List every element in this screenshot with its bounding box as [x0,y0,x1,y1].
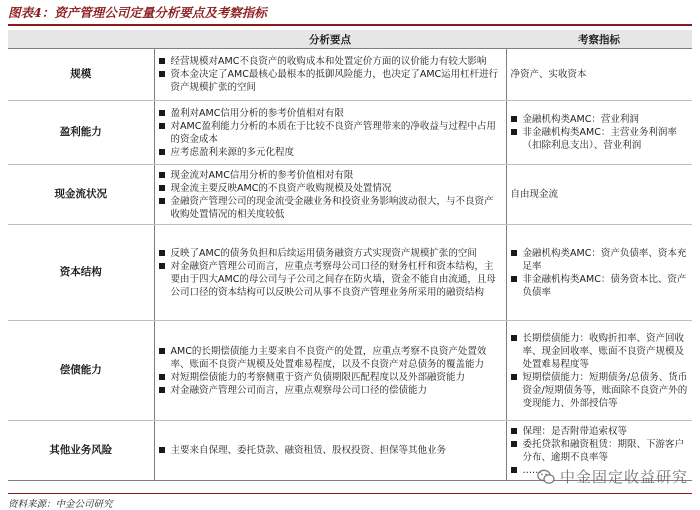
indicator-point: …… [511,464,689,477]
analysis-point: 对金融资产管理公司而言，应重点考察母公司口径的财务杠杆和资本结构，主要由于四大AMC的母公司与子公司之间存在防火墙，资金不能自由流通，且母公司口径的资本结构可以反映公司从事不良资产管理业务所采用的融资结构 [159,260,502,299]
row-indicators [506,321,692,421]
row-analysis [154,225,506,321]
row-dimension: 盈利能力 [8,101,154,165]
row-indicators: 净资产、实收资本 [506,49,692,101]
table-row [8,49,692,101]
analysis-point: 反映了AMC的债务负担和后续运用债务融资方式实现资产规模扩张的空间 [159,247,502,260]
watermark-text: 中金固定收益研究 [559,468,688,486]
analysis-point: 对短期偿债能力的考察侧重于资产负债期限匹配程度以及外部融资能力 [159,371,502,384]
analysis-point: 应考虑盈利来源的多元化程度 [159,146,502,159]
analysis-point: 经营规模对AMC不良资产的收购成本和处置定价方面的议价能力有较大影响 [159,55,502,68]
indicator-point: 金融机构类AMC：资产负债率、资本充足率 [511,247,689,273]
table-row [8,101,692,165]
analysis-point: 现金流主要反映AMC的不良资产收购规模及处置情况 [159,182,502,195]
row-analysis [154,421,506,481]
analysis-point: AMC的长期偿债能力主要来自不良资产的处置，应重点考察不良资产处置效率、账面不良资产规模及处置难易程度，以及不良资产对总债务的覆盖能力 [159,345,502,371]
analysis-table [8,30,692,481]
analysis-point: 资本金决定了AMC最核心最根本的抵御风险能力，也决定了AMC运用杠杆进行资产规模扩张的空间 [159,68,502,94]
table-row [8,165,692,225]
row-dimension: 资本结构 [8,225,154,321]
indicator-point: 保理：是否附带追索权等 [511,425,689,438]
row-dimension: 规模 [8,49,154,101]
wechat-icon [537,469,555,485]
row-indicators [506,225,692,321]
row-analysis [154,101,506,165]
row-analysis [154,49,506,101]
header-analysis: 分析要点 [154,30,506,49]
source-note: 资料来源：中金公司研究 [8,493,692,510]
row-analysis [154,165,506,225]
row-indicators: 自由现金流 [506,165,692,225]
row-analysis [154,321,506,421]
analysis-point: 对AMC盈利能力分析的本质在于比较不良资产管理带来的净收益与过程中占用的资金成本 [159,120,502,146]
analysis-point: 对金融资产管理公司而言，应重点观察母公司口径的偿债能力 [159,384,502,397]
analysis-point: 主要来自保理、委托贷款、融资租赁、股权投资、担保等其他业务 [159,444,502,457]
indicator-point: 金融机构类AMC：营业利润 [511,113,689,126]
indicator-point: 委托贷款和融资租赁：期限、下游客户分布、逾期不良率等 [511,438,689,464]
row-indicators [506,101,692,165]
watermark [537,466,688,487]
row-dimension: 其他业务风险 [8,421,154,481]
header-dimension [8,30,154,49]
analysis-point: 金融资产管理公司的现金流受金融业务和投资业务影响波动很大，与不良资产收购处置情况的相关度较低 [159,195,502,221]
figure-title: 图表4：资产管理公司定量分析要点及考察指标 [8,4,692,26]
indicator-point: 短期偿债能力：短期债务/总债务、货币资金/短期债务等，账面除不良资产外的变现能力、外部授信等 [511,371,689,410]
table-row [8,321,692,421]
analysis-point: 现金流对AMC信用分析的参考价值相对有限 [159,169,502,182]
table-header-row [8,30,692,49]
analysis-point: 盈利对AMC信用分析的参考价值相对有限 [159,107,502,120]
indicator-point: 非金融机构类AMC：主营业务利润率（扣除利息支出）、营业利润 [511,126,689,152]
indicator-point: 非金融机构类AMC：债务资本比、资产负债率 [511,273,689,299]
indicator-point: 长期偿债能力：收购折扣率、资产回收率、现金回收率、账面不良资产规模及处置难易程度等 [511,332,689,371]
table-row [8,225,692,321]
header-indicators: 考察指标 [506,30,692,49]
row-dimension: 现金流状况 [8,165,154,225]
row-dimension: 偿债能力 [8,321,154,421]
